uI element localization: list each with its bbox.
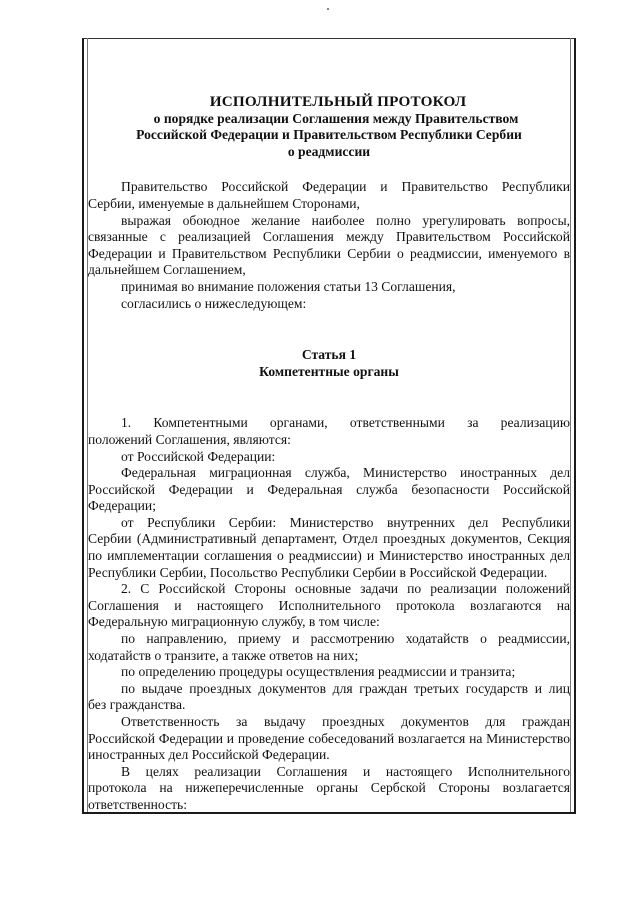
paragraph-first-line: по выдаче проездных документов для граждан третьих государств и лиц	[121, 680, 570, 696]
paragraph-continuation: без гражданства.	[88, 697, 186, 713]
body-paragraph-4	[88, 515, 570, 581]
preamble-paragraph-4: согласились о нижеследующем:	[121, 295, 307, 311]
document-body	[88, 94, 570, 814]
preamble	[88, 179, 570, 312]
paragraph-first-line: Федеральная миграционная служба, Министерство иностранных дел	[121, 465, 570, 481]
article-number: Статья 1	[301, 347, 357, 363]
body-paragraph-5	[88, 581, 570, 631]
article-heading-block	[88, 347, 570, 380]
article-body	[88, 415, 570, 813]
paragraph-continuation: связанные с реализацией Соглашения между Правительством Российской Федерации и Правительством Республики Сербии о реадмиссии, именуемого в дальнейшем Соглашением,	[88, 229, 570, 278]
paragraph-continuation: протокола на нижеперечисленные органы Сербской Стороны возлагается ответственность:	[88, 780, 570, 812]
paragraph-first-line: 1. Компетентными органами, ответственными за реализацию	[121, 415, 570, 431]
document-title-block	[88, 94, 570, 160]
document-subtitle-line-1: о порядке реализации Соглашения между Правительством	[153, 110, 519, 126]
paragraph-continuation: положений Соглашения, являются:	[88, 431, 291, 447]
preamble-paragraph-3: принимая во внимание положения статьи 13 Соглашения,	[121, 278, 456, 294]
body-paragraph-6	[88, 631, 570, 664]
document-title: ИСПОЛНИТЕЛЬНЫЙ ПРОТОКОЛ	[209, 93, 467, 110]
body-paragraph-10	[88, 764, 570, 814]
body-paragraph-7: по определению процедуры осуществления реадмиссии и транзита;	[121, 664, 516, 680]
preamble-paragraph-2	[88, 213, 570, 279]
paragraph-first-line: по направлению, приему и рассмотрению ходатайств о реадмиссии,	[121, 631, 570, 647]
article-title: Компетентные органы	[259, 363, 399, 379]
scan-speck	[327, 8, 329, 10]
paragraph-continuation: Российской Федерации и проведение собеседований возлагается на Министерство иностранных дел Российской Федерации.	[88, 730, 570, 763]
body-paragraph-8	[88, 681, 570, 714]
paragraph-continuation: Российской Федерации и Федеральная служба безопасности Российской Федерации;	[88, 481, 570, 514]
paragraph-first-line: от Республики Сербии: Министерство внутренних дел Республики	[121, 514, 570, 530]
paragraph-first-line: В целях реализации Соглашения и настоящего Исполнительного	[121, 763, 570, 779]
paragraph-first-line: Правительство Российской Федерации и Правительство Республики	[121, 179, 570, 195]
body-paragraph-3	[88, 465, 570, 515]
body-paragraph-9	[88, 714, 570, 764]
paragraph-first-line: выражая обоюдное желание наиболее полно урегулировать вопросы,	[121, 212, 570, 228]
paragraph-first-line: 2. С Российской Стороны основные задачи по реализации положений	[121, 581, 570, 597]
body-paragraph-1	[88, 415, 570, 448]
paragraph-continuation: Соглашения и настоящего Исполнительного протокола возлагаются на Федеральную миграционную службу, в том числе:	[88, 597, 570, 630]
document-subtitle-line-2: Российской Федерации и Правительством Республики Сербии	[136, 127, 522, 143]
body-paragraph-2: от Российской Федерации:	[121, 448, 276, 464]
paragraph-continuation: Сербии (Административный департамент, Отдел проездных документов, Секция по имплементации соглашения о реадмиссии) и Министерство иностранных дел Республики Сербии, Посольство Республики Сербии в Российской Федерации.	[88, 531, 570, 580]
paragraph-first-line: Ответственность за выдачу проездных документов для граждан	[121, 714, 570, 729]
paragraph-continuation: Сербии, именуемые в дальнейшем Сторонами,	[88, 195, 360, 211]
preamble-paragraph-1	[88, 179, 570, 212]
paragraph-continuation: ходатайств о транзите, а также ответов на них;	[88, 647, 359, 663]
document-subtitle-line-3: о реадмиссии	[287, 143, 371, 159]
